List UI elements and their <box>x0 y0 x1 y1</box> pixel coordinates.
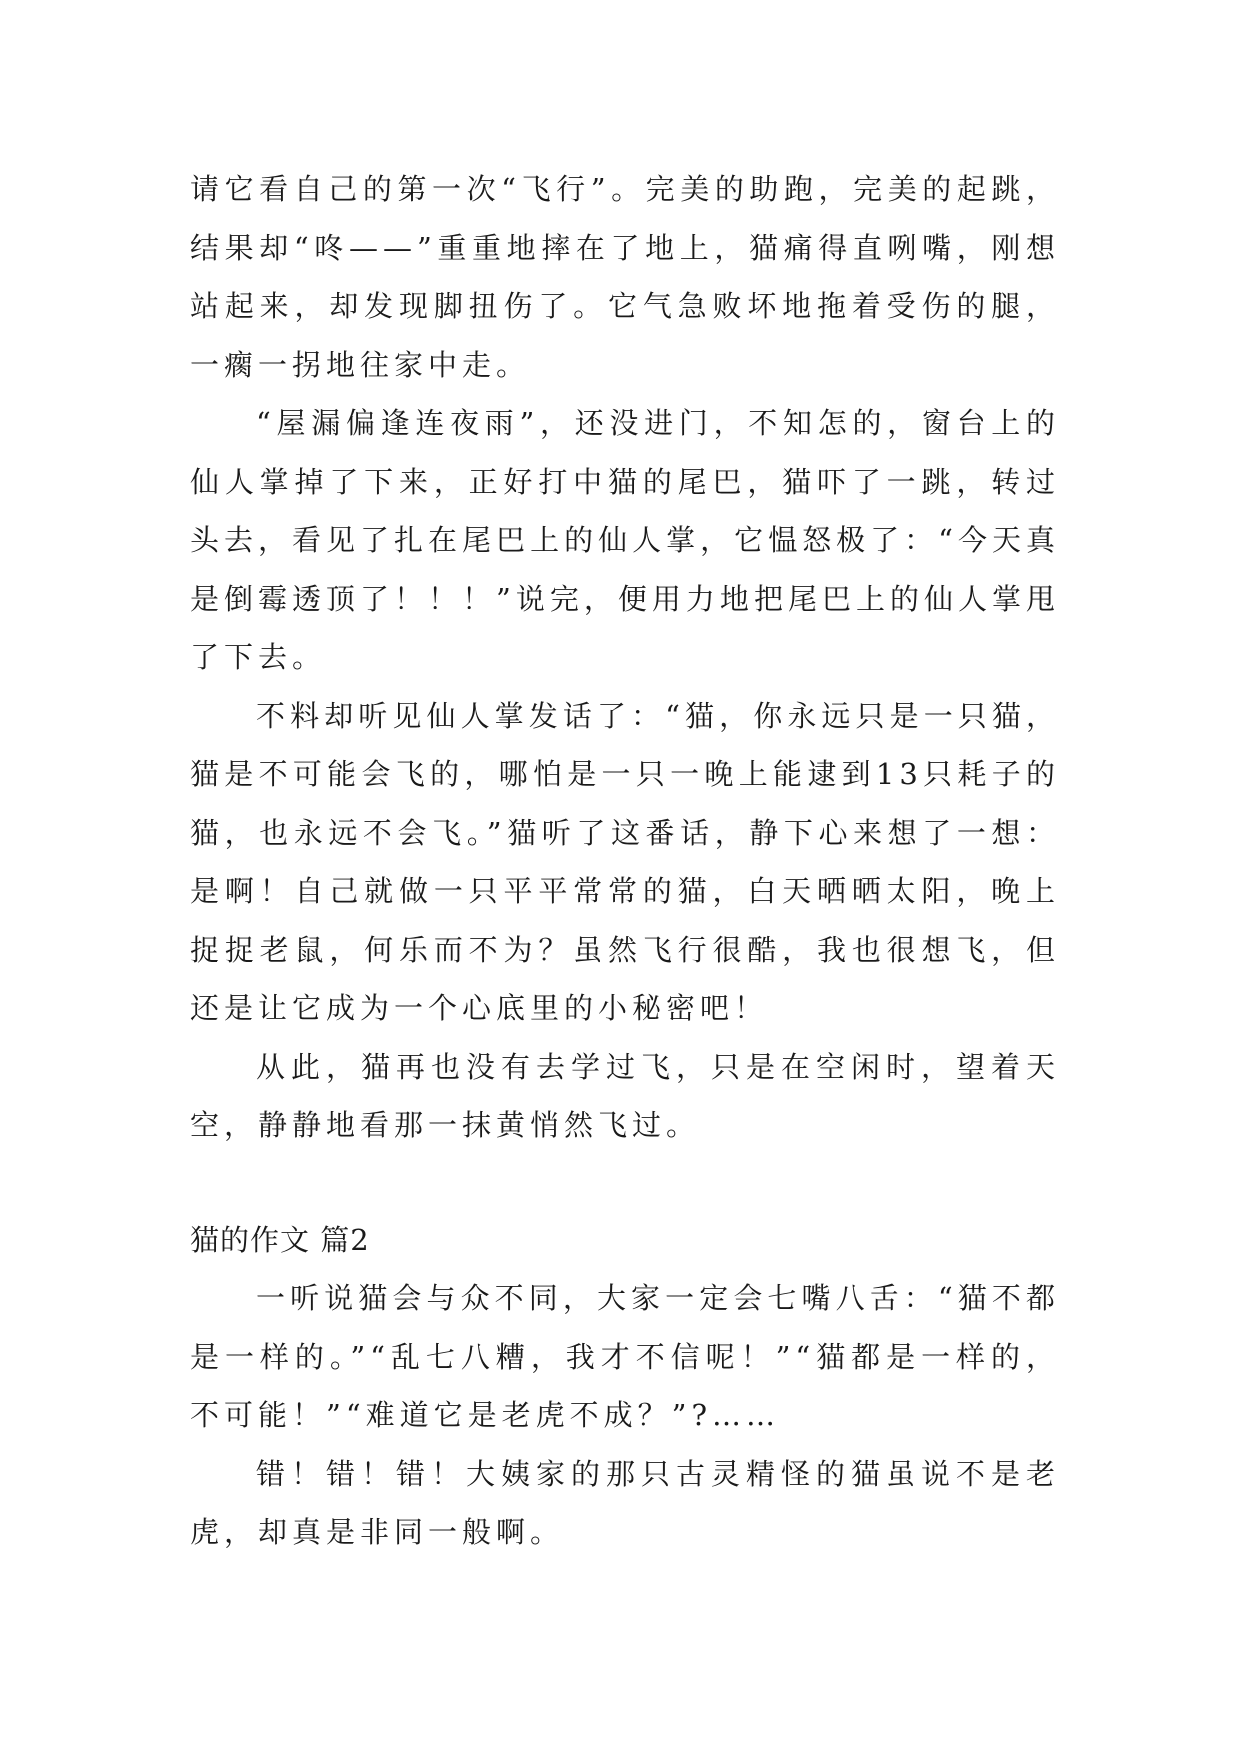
paragraph: “屋漏偏逢连夜雨”，还没进门，不知怎的，窗台上的仙人掌掉了下来，正好打中猫的尾巴，猫吓了一跳，转过头去，看见了扎在尾巴上的仙人掌，它愠怒极了：“今天真是倒霉透顶了！！！”说完，便用力地把尾巴上的仙人掌甩了下去。 <box>190 406 1060 674</box>
paragraph: 从此，猫再也没有去学过飞，只是在空闲时，望着天空，静静地看那一抹黄悄然飞过。 <box>190 1049 1060 1142</box>
paragraph: 请它看自己的第一次“飞行”。完美的助跑，完美的起跳，结果却“咚——”重重地摔在了地上，猫痛得直咧嘴，刚想站起来，却发现脚扭伤了。它气急败坏地拖着受伤的腿，一瘸一拐地往家中走。 <box>190 172 1060 382</box>
paragraph: 错！错！错！大姨家的那只古灵精怪的猫虽说不是老虎，却真是非同一般啊。 <box>190 1456 1060 1549</box>
paragraph: 一听说猫会与众不同，大家一定会七嘴八舌：“猫不都是一样的。”“乱七八糟，我才不信呢！”“猫都是一样的，不可能！”“难道它是老虎不成？”?…… <box>190 1281 1060 1432</box>
document-page <box>190 160 1060 1562</box>
paragraph: 不料却听见仙人掌发话了：“猫，你永远只是一只猫，猫是不可能会飞的，哪怕是一只一晚上能逮到13只耗子的猫，也永远不会飞。”猫听了这番话，静下心来想了一想：是啊！自己就做一只平平常常的猫，白天晒晒太阳，晚上捉捉老鼠，何乐而不为？虽然飞行很酷，我也很想飞，但还是让它成为一个心底里的小秘密吧！ <box>190 698 1060 1025</box>
section-heading: 猫的作文 篇2 <box>190 1222 370 1257</box>
